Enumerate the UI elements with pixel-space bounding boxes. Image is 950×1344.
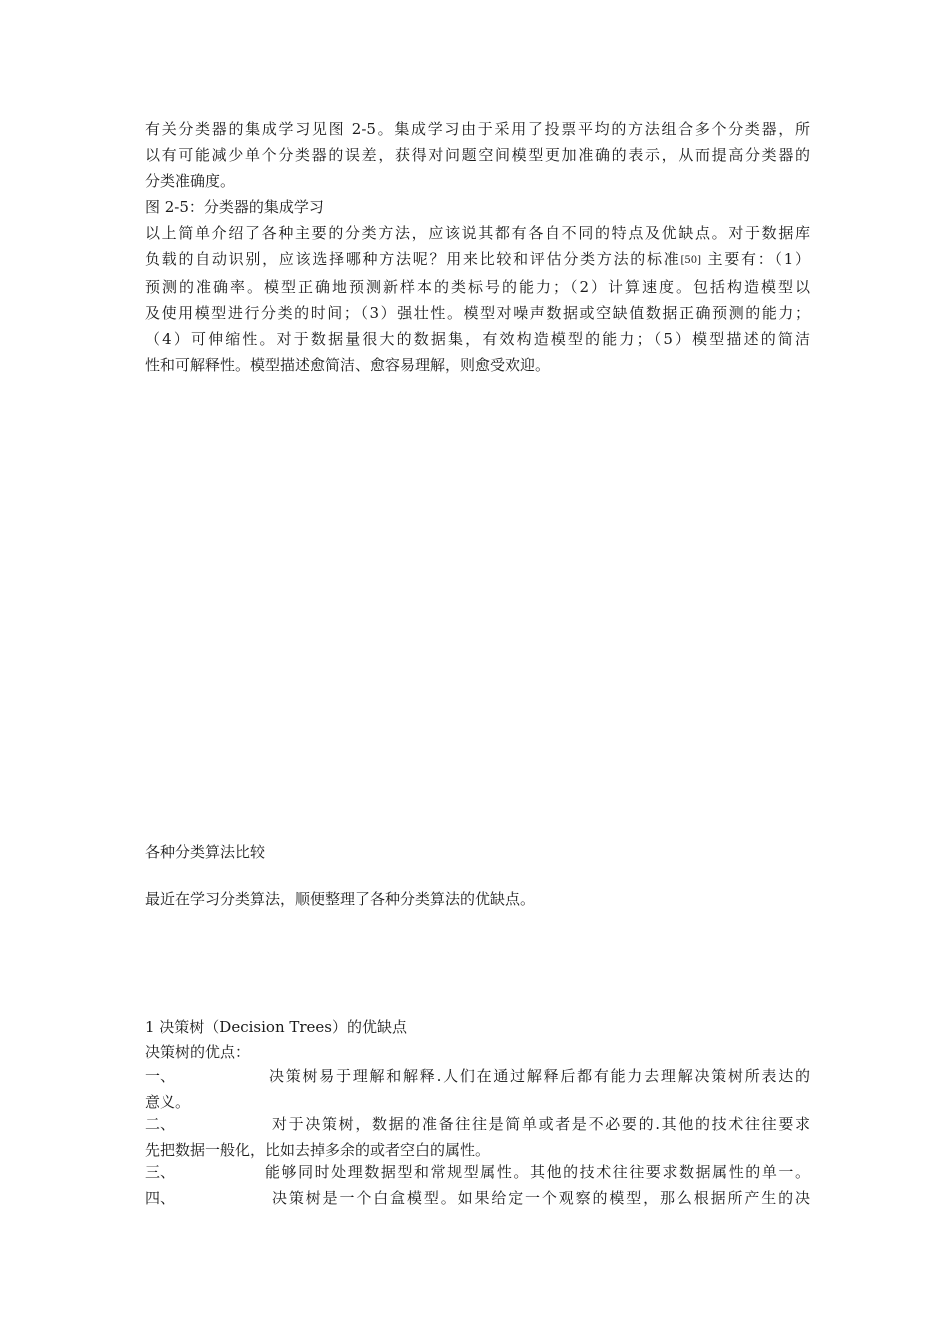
paragraph-line: 以上简单介绍了各种主要的分类方法，应该说其都有各自不同的特点及优缺点。对于数据库 [145,224,810,242]
list-item-number: 四、 [145,1189,176,1207]
intro-paragraph [145,886,810,912]
paragraph-line [145,246,810,274]
intro-text: 最近在学习分类算法，顺便整理了各种分类算法的优缺点。 [145,890,536,908]
citation-reference: [50] [680,255,702,266]
list-item-text: 能够同时处理数据型和常规型属性。其他的技术往往要求数据属性的单一。 [265,1163,810,1181]
paragraph-line: 性和可解释性。模型描述愈简洁、愈容易理解，则愈受欢迎。 [145,356,551,374]
list-item [145,1063,810,1115]
list-item [145,1159,810,1185]
classification-criteria-paragraph [145,220,810,378]
list-item-continuation: 意义。 [145,1093,191,1111]
list-item-text: 决策树易于理解和解释.人们在通过解释后都有能力去理解决策树所表达的 [269,1067,810,1085]
paragraph-text: 主要有：（1） [701,250,810,268]
list-item [145,1111,810,1163]
paragraph-text: 负载的自动识别，应该选择哪种方法呢？用来比较和评估分类方法的标准 [145,250,681,268]
subsection-title [145,1014,810,1040]
section-title-text: 各种分类算法比较 [145,843,266,861]
paragraph-line: （4）可伸缩性。对于数据量很大的数据集，有效构造模型的能力；（5）模型描述的简洁 [145,330,810,348]
list-item-text: 决策树是一个白盒模型。如果给定一个观察的模型，那么根据所产生的决 [272,1189,810,1207]
list-item-continuation: 先把数据一般化，比如去掉多余的或者空白的属性。 [145,1141,491,1159]
list-item [145,1185,810,1211]
paragraph-line: 以有可能减少单个分类器的误差，获得对问题空间模型更加准确的表示，从而提高分类器的 [145,146,810,164]
list-item-text: 对于决策树，数据的准备往往是简单或者是不必要的.其他的技术往往要求 [272,1115,810,1133]
list-item-number: 二、 [145,1115,176,1133]
paragraph-line: 有关分类器的集成学习见图 2-5。集成学习由于采用了投票平均的方法组合多个分类器，所 [145,120,810,138]
advantages-heading [145,1039,810,1065]
paragraph-line: 分类准确度。 [145,172,236,190]
list-item-number: 一、 [145,1067,176,1085]
figure-caption-text: 图 2-5：分类器的集成学习 [145,198,324,216]
list-item-number: 三、 [145,1163,176,1181]
ensemble-learning-paragraph [145,116,810,194]
subsection-title-text: 1 决策树（Decision Trees）的优缺点 [145,1018,407,1036]
paragraph-line: 及使用模型进行分类的时间；（3）强壮性。模型对噪声数据或空缺值数据正确预测的能力； [145,304,810,322]
section-title [145,839,810,865]
advantages-heading-text: 决策树的优点： [145,1043,251,1061]
figure-caption [145,194,810,220]
paragraph-line: 预测的准确率。模型正确地预测新样本的类标号的能力；（2）计算速度。包括构造模型以 [145,278,810,296]
